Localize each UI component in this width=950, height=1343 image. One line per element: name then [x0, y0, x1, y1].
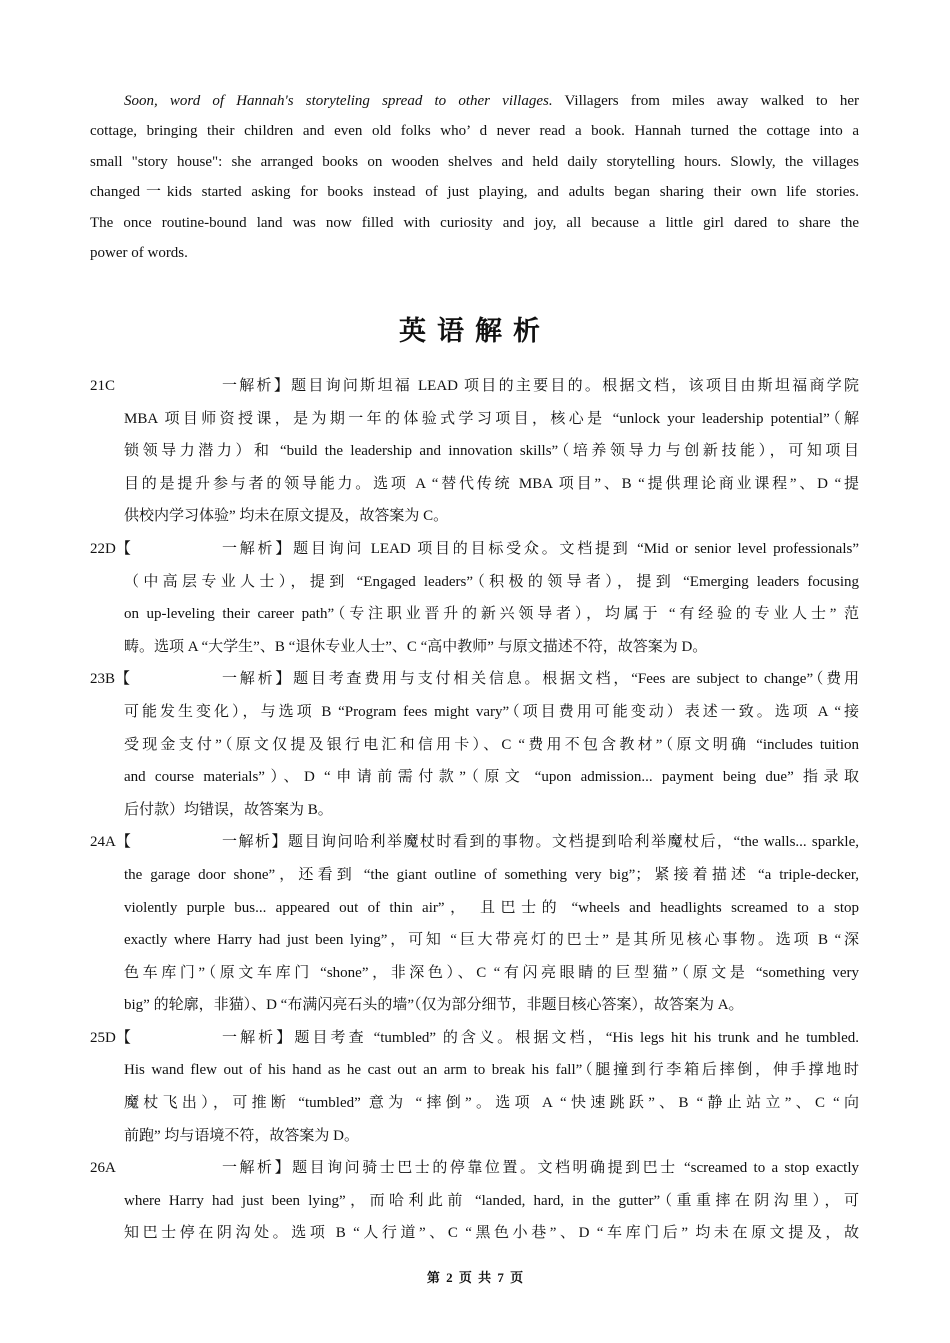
- answer-line: 一解析】题目考查 “tumbled” 的含义。根据文档，“His legs hit his trunk and he tumbled.: [222, 1029, 859, 1046]
- story-text: Villagers from miles away walked to her: [552, 93, 859, 109]
- answer-item: [90, 1152, 859, 1250]
- story-italic-sentence: Soon, word of Hannah's storyteling spread to other villages.: [124, 93, 553, 109]
- answer-line: His wand flew out of his hand as he cast out an arm to break his fall”（腿撞到行李箱后摔倒，伸手撑地时: [124, 1062, 859, 1079]
- answer-line: violently purple bus... appeared out of thin air”， 且巴士的 “wheels and headlights screamed to a stop: [124, 899, 859, 916]
- page-number: 第 2 页 共 7 页: [426, 1270, 524, 1285]
- answer-line: 畴。选项 A “大学生”、B “退休专业人士”、C “高中教师” 与原文描述不符，故答案为 D。: [124, 638, 708, 655]
- answer-line: 一解析】题目考查费用与支付相关信息。根据文档，“Fees are subject to change”（费用: [222, 671, 859, 688]
- answer-line: 目的是提升参与者的领导能力。选项 A “替代传统 MBA 项目”、B “提供理论商业课程”、D “提: [124, 475, 859, 492]
- answer-number: 26A: [90, 1160, 116, 1177]
- story-line: cottage, bringing their children and even old folks who’ d never read a book. Hannah turned the cottage into a: [90, 123, 859, 140]
- story-line: small "story house": she arranged books on wooden shelves and held daily storytelling hours. Slowly, the villages: [90, 153, 859, 170]
- answer-line: and course materials”）、D “申请前需付款”（原文 “upon admission... payment being due” 指录取: [124, 769, 859, 786]
- answer-line: where Harry had just been lying”，而哈利此前 “landed, hard, in the gutter”（重重摔在阴沟里），可: [124, 1192, 859, 1209]
- answer-explanations: [90, 370, 859, 1250]
- story-line: changed一kids started asking for books instead of just playing, and adults began sharing their own life stories.: [90, 184, 859, 201]
- answer-line: exactly where Harry had just been lying”，可知 “巨大带亮灯的巴士” 是其所见核心事物。选项 B “深: [124, 932, 859, 949]
- story-line: The once routine-bound land was now filled with curiosity and joy, all because a little girl dared to share the: [90, 214, 859, 231]
- answer-line: 锁领导力潜力）和 “build the leadership and innovation skills”（培养领导力与创新技能），可知项目: [124, 443, 859, 460]
- answer-item: [90, 370, 859, 533]
- answer-number: 24A【: [90, 834, 131, 851]
- answer-line: 一解析】题目询问 LEAD 项目的目标受众。文档提到 “Mid or senior level professionals”: [222, 540, 859, 557]
- answer-item: [90, 533, 859, 663]
- answer-item: [90, 663, 859, 826]
- answer-line: MBA 项目师资授课，是为期一年的体验式学习项目，核心是 “unlock your leadership potential”（解: [124, 410, 859, 427]
- answer-line: 后付款）均错误，故答案为 B。: [124, 801, 333, 818]
- answer-line: 色车库门”（原文车库门 “shone”，非深色）、C “有闪亮眼睛的巨型猫”（原文是 “something very: [124, 964, 859, 981]
- answer-item: [90, 1022, 859, 1152]
- story-paragraph: [90, 86, 859, 268]
- answer-line: 一解析】题目询问斯坦福 LEAD 项目的主要目的。根据文档，该项目由斯坦福商学院: [222, 378, 859, 394]
- answer-line: 受现金支付”（原文仅提及银行电汇和信用卡）、C “费用不包含教材”（原文明确 “includes tuition: [124, 736, 859, 753]
- story-line: [90, 86, 859, 116]
- answer-line: 供校内学习体验” 均未在原文提及，故答案为 C。: [124, 508, 449, 525]
- answer-line: 一解析】题目询问骑士巴士的停靠位置。文档明确提到巴士 “screamed to a stop exactly: [222, 1160, 859, 1177]
- answer-line: big” 的轮廓，非猫）、D “布满闪亮石头的墙”（仅为部分细节，非题目核心答案），故答案为 A。: [124, 997, 744, 1014]
- answer-item: [90, 826, 859, 1022]
- answer-number: 23B【: [90, 671, 131, 688]
- answer-line: （中高层专业人士），提到 “Engaged leaders”（积极的领导者），提到 “Emerging leaders focusing: [124, 573, 859, 590]
- answer-line: 魔杖飞出），可推断 “tumbled” 意为 “摔倒”。选项 A “快速跳跃”、B “静止站立”、C “向: [124, 1095, 859, 1112]
- answer-number: 21C: [90, 378, 116, 394]
- answer-line: 可能发生变化），与选项 B “Program fees might vary”（项目费用可能变动）表述一致。选项 A “接: [124, 703, 859, 720]
- answer-line: the garage door shone”，还看到 “the giant outline of something very big”；紧接着描述 “a triple-decker,: [124, 866, 859, 883]
- answer-line: 一解析】题目询问哈利举魔杖时看到的事物。文档提到哈利举魔杖后，“the walls... sparkle,: [222, 834, 859, 851]
- story-line: power of words.: [90, 244, 188, 261]
- page-title: 英语解析: [399, 316, 551, 347]
- answer-number: 25D【: [90, 1029, 131, 1046]
- answer-line: 前跑” 均与语境不符，故答案为 D。: [124, 1127, 359, 1144]
- answer-line: 知巴士停在阴沟处。选项 B “人行道”、C “黑色小巷”、D “车库门后” 均未在原文提及，故: [124, 1225, 859, 1242]
- answer-line: on up-leveling their career path”（专注职业晋升的新兴领导者），均属于 “有经验的专业人士” 范: [124, 606, 859, 623]
- answer-number: 22D【: [90, 540, 131, 557]
